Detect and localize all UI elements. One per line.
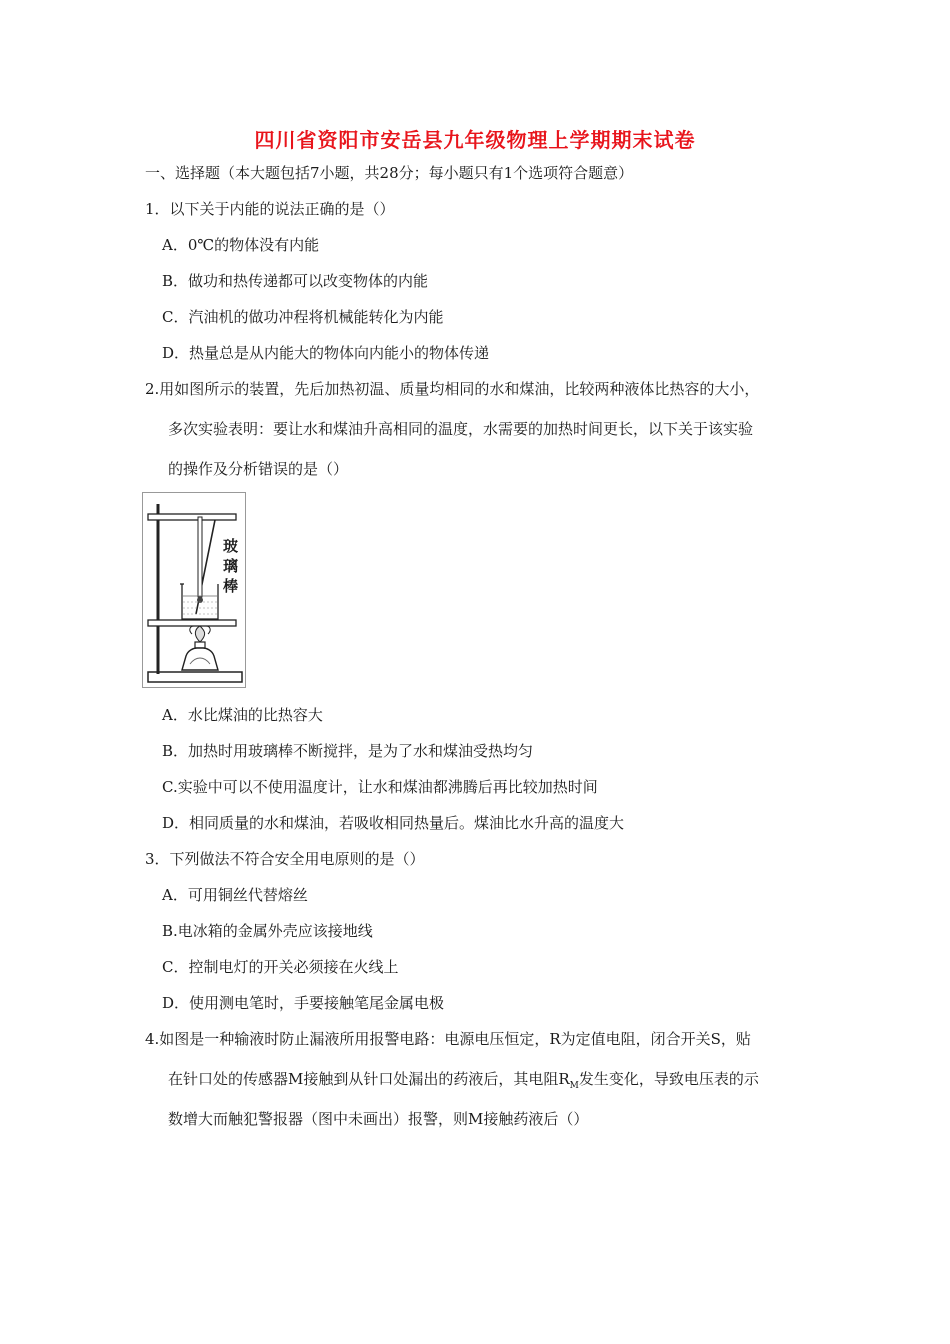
question-2-stem-line-3: 的操作及分析错误的是（）	[168, 460, 349, 478]
question-3-stem: 3．下列做法不符合安全用电原则的是（）	[145, 850, 425, 868]
question-2-option-c: C.实验中可以不使用温度计，让水和煤油都沸腾后再比较加热时间	[162, 778, 598, 796]
question-2-option-d: D．相同质量的水和煤油，若吸收相同热量后。煤油比水升高的温度大	[162, 814, 625, 832]
sensor-resistance-subscript: M	[569, 1081, 579, 1091]
question-1-option-c: C．汽油机的做功冲程将机械能转化为内能	[162, 308, 444, 326]
question-3-option-d: D．使用测电笔时，手要接触笔尾金属电极	[162, 994, 445, 1012]
glass-rod-label-char-2: 璃	[223, 557, 239, 575]
question-3-option-c: C．控制电灯的开关必须接在火线上	[162, 958, 399, 976]
question-2-stem-line-1: 2.用如图所示的装置，先后加热初温、质量均相同的水和煤油，比较两种液体比热容的大小，	[145, 380, 760, 398]
question-1-stem: 1．以下关于内能的说法正确的是（）	[145, 200, 395, 218]
question-3-option-b: B.电冰箱的金属外壳应该接地线	[162, 922, 373, 940]
question-2-option-b: B．加热时用玻璃棒不断搅拌，是为了水和煤油受热均匀	[162, 742, 534, 760]
question-4-stem-line-2	[168, 1069, 759, 1096]
glass-rod-label-char-3: 棒	[223, 577, 239, 595]
question-4-stem-line-3: 数增大而触犯警报器（图中未画出）报警，则M接触药液后（）	[168, 1110, 589, 1128]
question-4-stem-line-1: 4.如图是一种输液时防止漏液所用报警电路：电源电压恒定，R为定值电阻，闭合开关S，贴	[145, 1030, 751, 1048]
page-title: 四川省资阳市安岳县九年级物理上学期期末试卷	[254, 128, 696, 152]
question-4-stem-line-2-post: 发生变化，导致电压表的示	[578, 1070, 759, 1088]
question-4-stem-line-2-pre: 在针口处的传感器M接触到从针口处漏出的药液后，其电阻R	[168, 1070, 570, 1088]
question-1-option-a: A．0℃的物体没有内能	[162, 236, 320, 254]
section-heading: 一、选择题（本大题包括7小题，共28分；每小题只有1个选项符合题意）	[145, 164, 634, 182]
question-1-option-d: D．热量总是从内能大的物体向内能小的物体传递	[162, 344, 490, 362]
question-3-option-a: A．可用铜丝代替熔丝	[162, 886, 308, 904]
question-1-option-b: B．做功和热传递都可以改变物体的内能	[162, 272, 429, 290]
question-2-stem-line-2: 多次实验表明：要让水和煤油升高相同的温度，水需要的加热时间更长，以下关于该实验	[168, 420, 754, 438]
question-2-option-a: A．水比煤油的比热容大	[162, 706, 323, 724]
glass-rod-label-char-1: 玻	[223, 537, 239, 555]
